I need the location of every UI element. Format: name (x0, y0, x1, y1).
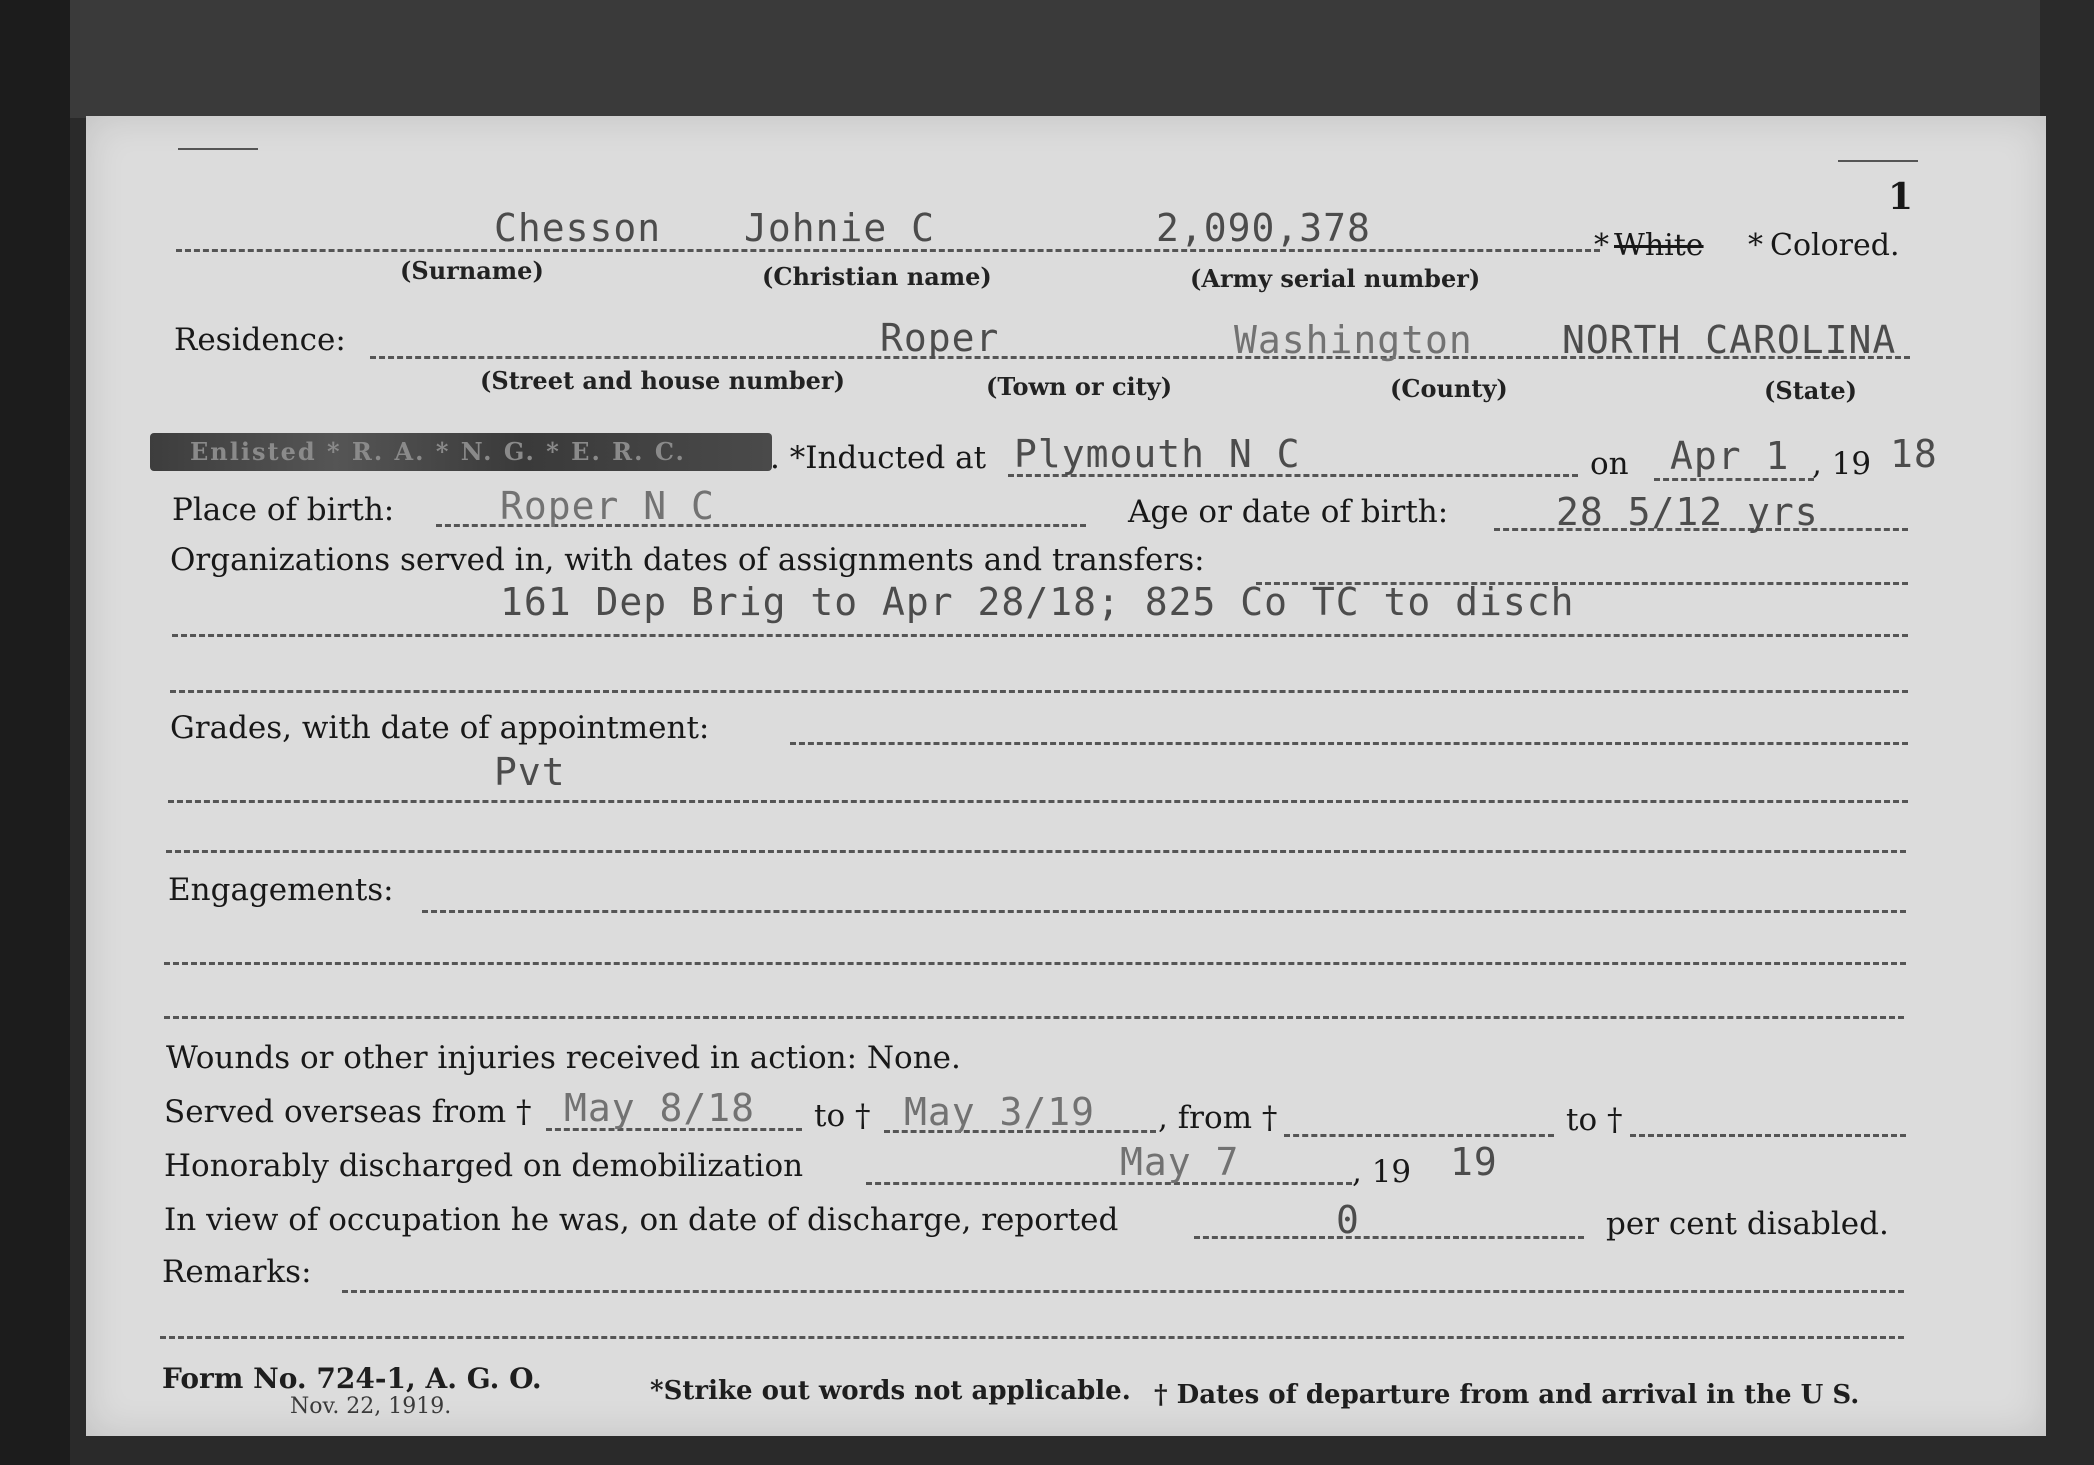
organizations-value: 161 Dep Brig to Apr 28/18; 825 Co TC to disch (500, 580, 1575, 624)
residence-label: Residence: (174, 322, 346, 358)
surname-value: Chesson (494, 206, 662, 250)
overseas-from: May 8/18 (564, 1086, 756, 1130)
state-caption: (State) (1764, 376, 1858, 405)
overseas-to2-line (1630, 1134, 1906, 1137)
overseas-to: May 3/19 (904, 1090, 1096, 1134)
induction-year-prefix: , 19 (1812, 446, 1872, 482)
age-value: 28 5/12 yrs (1556, 490, 1819, 534)
christian-name-value: Johnie C (744, 206, 936, 250)
induction-date: Apr 1 (1670, 434, 1790, 478)
corner-mark (1838, 160, 1918, 162)
engagements-line-2 (164, 962, 1906, 965)
residence-state: NORTH CAROLINA (1562, 318, 1897, 362)
overseas-from2-line (1284, 1134, 1554, 1137)
age-label: Age or date of birth: (1128, 494, 1449, 530)
residence-town: Roper (880, 316, 1000, 360)
disability-label: In view of occupation he was, on date of discharge, reported (164, 1202, 1119, 1238)
remarks-label: Remarks: (162, 1254, 312, 1290)
overseas-from2-label: , from † (1158, 1100, 1278, 1136)
dates-note: † Dates of departure from and arrival in the U S. (1154, 1380, 1860, 1410)
grades-line-2 (168, 800, 1908, 803)
birthplace-label: Place of birth: (172, 492, 395, 528)
strike-out-note: *Strike out words not applicable. (650, 1376, 1131, 1406)
discharge-date: May 7 (1120, 1140, 1240, 1184)
form-number: Form No. 724-1, A. G. O. (162, 1362, 542, 1395)
residence-county: Washington (1234, 318, 1473, 362)
street-caption: (Street and house number) (480, 366, 845, 395)
discharge-year: 19 (1450, 1140, 1498, 1184)
grades-label: Grades, with date of appointment: (170, 710, 710, 746)
organizations-line-3 (170, 690, 1908, 693)
discharge-date-line (866, 1182, 1352, 1185)
race-marker: * (1594, 228, 1609, 263)
christian-name-caption: (Christian name) (762, 262, 992, 291)
overseas-label: Served overseas from † (164, 1094, 532, 1130)
county-caption: (County) (1390, 374, 1508, 403)
surname-caption: (Surname) (400, 256, 544, 285)
wounds-label: Wounds or other injuries received in action: None. (166, 1040, 961, 1076)
induction-on-label: on (1590, 446, 1629, 482)
serial-number-value: 2,090,378 (1156, 206, 1371, 250)
induction-date-line (1654, 478, 1814, 481)
grades-line-3 (166, 850, 1906, 853)
remarks-line-1 (342, 1290, 1904, 1293)
race-marker: * (1748, 228, 1763, 263)
induction-year: 18 (1890, 432, 1938, 476)
town-caption: (Town or city) (986, 372, 1173, 401)
engagements-line-3 (164, 1016, 1904, 1019)
engagements-label: Engagements: (168, 872, 394, 908)
form-date: Nov. 22, 1919. (290, 1394, 452, 1419)
engagements-line-1 (422, 910, 1906, 913)
organizations-line-2 (172, 634, 1908, 637)
disability-suffix: per cent disabled. (1606, 1206, 1889, 1242)
serial-caption: (Army serial number) (1190, 264, 1481, 293)
card-number: 1 (1888, 176, 1914, 218)
grades-value: Pvt (494, 750, 566, 794)
disability-line (1194, 1236, 1584, 1239)
birthplace-value: Roper N C (500, 484, 715, 528)
organizations-label: Organizations served in, with dates of assignments and transfers: (170, 542, 1205, 578)
overseas-to2-label: to † (1566, 1102, 1623, 1138)
grades-line-1 (790, 742, 1908, 745)
scan-background-top (70, 0, 2040, 118)
overseas-to-label: to † (814, 1098, 871, 1134)
inducted-label: . *Inducted at (770, 440, 987, 476)
discharge-year-prefix: , 19 (1352, 1154, 1412, 1190)
induction-place: Plymouth N C (1014, 432, 1301, 476)
remarks-line-2 (160, 1336, 1904, 1339)
race-white: White (1614, 228, 1704, 263)
disability-value: 0 (1336, 1198, 1360, 1242)
scan-background-left (0, 0, 70, 1465)
corner-mark (178, 148, 258, 150)
race-colored: Colored. (1770, 228, 1900, 263)
enlisted-redacted-text: Enlisted * R. A. * N. G. * E. R. C. (190, 437, 686, 466)
discharge-label: Honorably discharged on demobilization (164, 1148, 804, 1184)
